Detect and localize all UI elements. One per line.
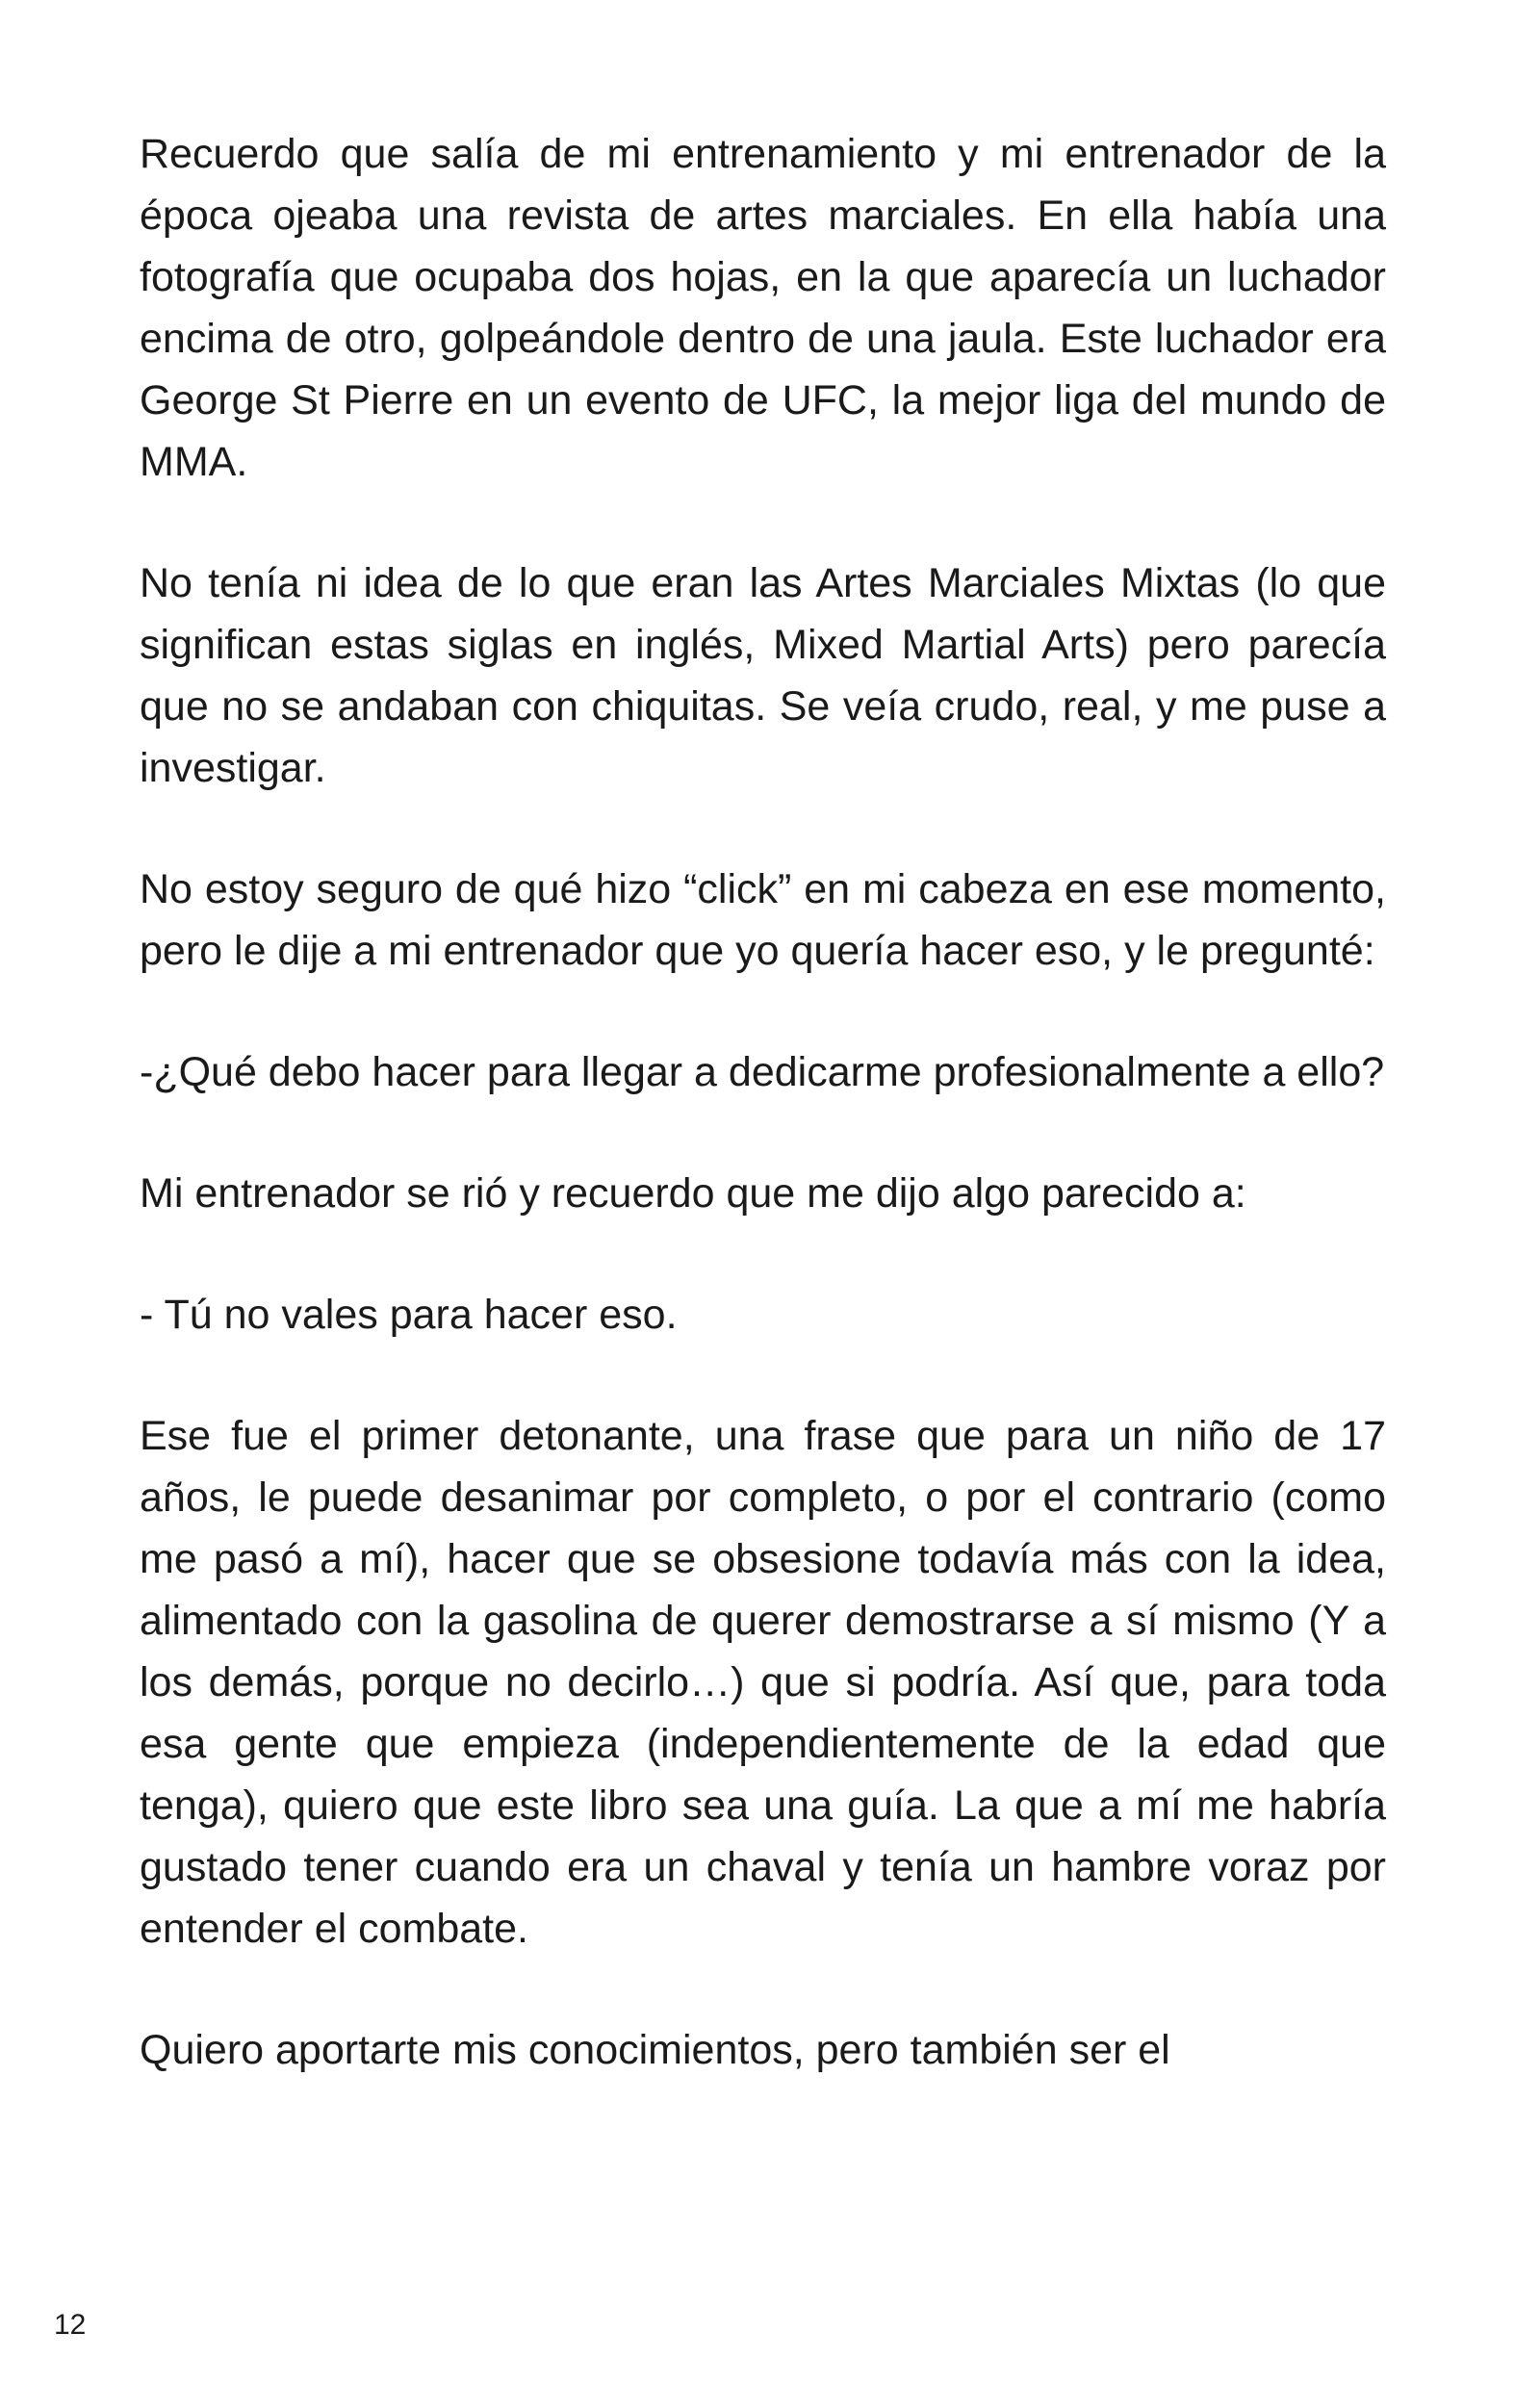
paragraph-6-dialogue: - Tú no vales para hacer eso. xyxy=(140,1292,678,1338)
paragraph-5: Mi entrenador se rió y recuerdo que me dijo algo parecido a: xyxy=(140,1170,1246,1217)
paragraph-4-question: -¿Qué debo hacer para llegar a dedicarme profesionalmente a ello? xyxy=(140,1049,1385,1095)
paragraph-2: No tenía ni idea de lo que eran las Artes Marciales Mixtas (lo que significan estas siglas en inglés, Mixed Martial Arts) pero parecía que no se andaban con chiquitas. Se veía crudo, real, y me puse a investigar. xyxy=(140,560,1386,791)
page-number: 12 xyxy=(54,2309,87,2341)
page-body xyxy=(140,123,1386,2081)
paragraph-3: No estoy seguro de qué hizo “click” en mi cabeza en ese momento, pero le dije a mi entrenador que yo quería hacer eso, y le pregunté: xyxy=(140,866,1386,974)
paragraph-1: Recuerdo que salía de mi entrenamiento y mi entrenador de la época ojeaba una revista de artes marciales. En ella había una fotografía que ocupaba dos hojas, en la que aparecía un luchador encima de otro, golpeándole dentro de una jaula. Este luchador era George St Pierre en un evento de UFC, la mejor liga del mundo de MMA. xyxy=(140,131,1386,485)
paragraph-7: Ese fue el primer detonante, una frase que para un niño de 17 años, le puede desanimar por completo, o por el contrario (como me pasó a mí), hacer que se obsesione todavía más con la idea, alimentado con la gasolina de querer demostrarse a sí mismo (Y a los demás, porque no decirlo…) que si podría. Así que, para toda esa gente que empieza (independientemente de la edad que tenga), quiero que este libro sea una guía. La que a mí me habría gustado tener cuando era un chaval y tenía un hambre voraz por entender el combate. xyxy=(140,1413,1386,1952)
paragraph-8: Quiero aportarte mis conocimientos, pero también ser el xyxy=(140,2027,1170,2073)
